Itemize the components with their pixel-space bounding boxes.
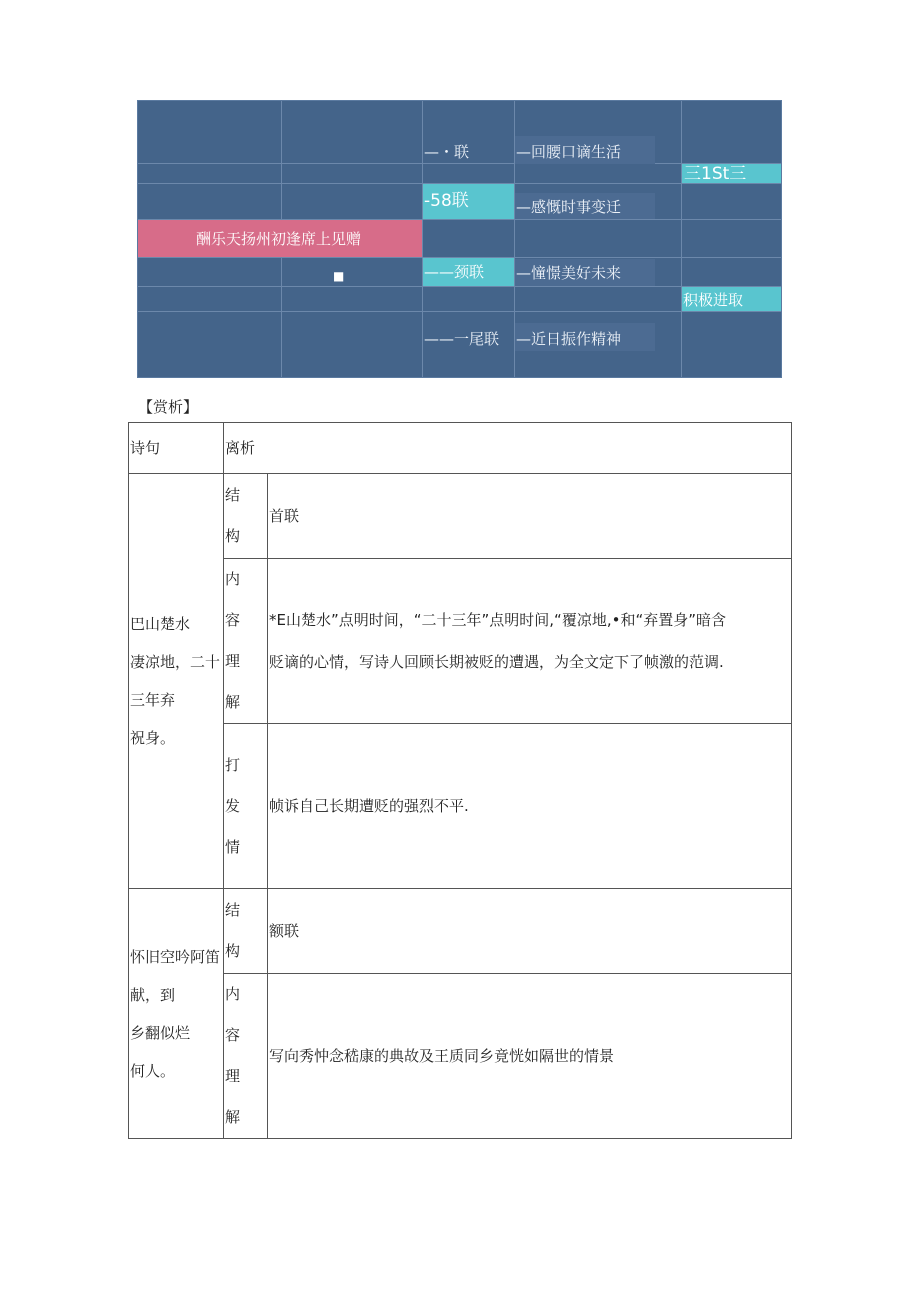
poem-line: 祝身。 [130, 729, 176, 747]
header-analysis: 离析 [224, 423, 792, 474]
right-box-top-text: 三1St三 [684, 164, 747, 184]
row-content [268, 559, 792, 724]
table-row [129, 474, 792, 559]
poem-line: 巴山楚水 [130, 615, 191, 633]
table-row [129, 889, 792, 974]
grid-line [422, 101, 423, 377]
label-char: 结 [225, 486, 241, 504]
table-row [129, 724, 792, 889]
label-char: 解 [225, 1108, 241, 1126]
label-char: 结 [225, 901, 241, 919]
label-char: 打 [225, 755, 241, 774]
row-content: 额联 [268, 889, 792, 974]
poem-line: 献，到 [130, 985, 176, 1004]
poem-title: 酬乐天扬州初逢席上见赠 [196, 230, 362, 248]
poem-line: 凄凉地，二十 [130, 653, 221, 671]
grid-line [681, 101, 682, 377]
content-line: *E山楚水”点明时间，“二十三年”点明时间,“覆凉地,•和“弃置身”暗含 [269, 611, 726, 629]
row-label [224, 889, 268, 974]
row-label [224, 974, 268, 1139]
label-char: 内 [225, 570, 241, 588]
label-char: 构 [225, 942, 241, 960]
poem-line: 何人。 [130, 1061, 176, 1080]
structure-diagram [137, 100, 782, 378]
label-char: 理 [225, 1067, 241, 1085]
table-row [129, 974, 792, 1139]
jinglian-box [423, 258, 514, 286]
row-content: 首联 [268, 474, 792, 559]
right-box-bottom-text: 积极进取 [683, 291, 744, 309]
title-box [138, 220, 422, 257]
label-jinglian: ——颈联 [424, 263, 485, 281]
analysis-table [128, 422, 792, 1139]
row-label [224, 559, 268, 724]
label-char: 容 [225, 1026, 241, 1044]
label-char: 构 [225, 527, 241, 545]
hanlian-box [423, 184, 514, 219]
poem-line: 怀旧空吟阿笛 [130, 947, 221, 966]
row-content: 帧诉自己长期遭贬的强烈不平. [268, 724, 792, 889]
row-label [224, 724, 268, 889]
poem-cell [129, 889, 224, 1139]
desc-2: —感慨时事变迁 [516, 198, 622, 216]
desc-3: —憧憬美好未来 [516, 264, 622, 282]
row-content: 写向秀忡念嵇康的典故及王质同乡竟恍如隔世的情景 [268, 974, 792, 1139]
label-char: 解 [225, 693, 241, 711]
label-shoulian: —・联 [424, 143, 470, 161]
label-char: 容 [225, 611, 241, 629]
desc-1: —回腰口谪生活 [516, 143, 622, 161]
label-hanlian: -58联 [424, 191, 469, 211]
section-heading: 【赏析】 [138, 398, 199, 416]
grid-line [138, 311, 781, 312]
desc-4: —近日振作精神 [516, 330, 622, 348]
right-box-top [682, 164, 781, 183]
label-char: 情 [225, 837, 241, 856]
poem-line: 乡翻似烂 [130, 1023, 191, 1042]
label-char: 内 [225, 985, 241, 1003]
right-box-bottom [682, 287, 781, 311]
label-weilian: ——一尾联 [424, 330, 500, 348]
content-line: 贬谪的心情，写诗人回顾长期被贬的遭遇，为全文定下了帧激的范调. [269, 653, 724, 671]
label-char: 理 [225, 652, 241, 670]
poem-cell [129, 474, 224, 889]
header-row [129, 423, 792, 474]
poem-line: 三年弃 [130, 691, 176, 709]
center-marker: ■ [333, 269, 345, 283]
row-label [224, 474, 268, 559]
table-row [129, 559, 792, 724]
label-char: 发 [225, 796, 241, 815]
header-poem: 诗句 [129, 423, 224, 474]
